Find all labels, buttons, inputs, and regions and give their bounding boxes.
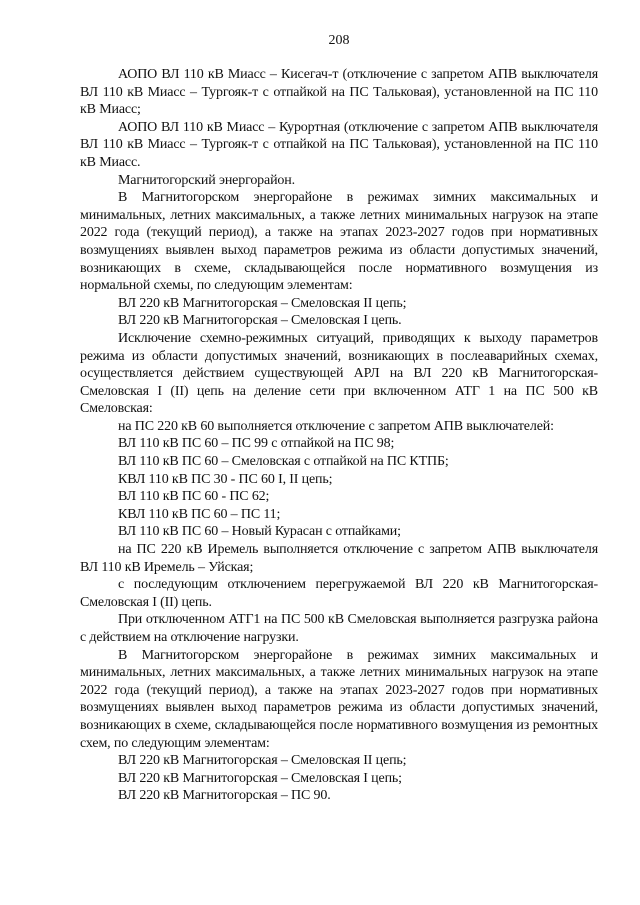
paragraph: В Магнитогорском энергорайоне в режимах зимних максимальных и минимальных, летних максимальных, а также летних минимальных нагрузок на этапе 2022 года (текущий период), а также на этапах 2023-2027 годов при нормативных возмущениях выявлен выход параметров режима из области допустимых значений, возникающих в схеме, складывающейся после нормативного возмущения из нормальной схемы, по следующим элементам: bbox=[80, 190, 598, 294]
paragraph: ВЛ 220 кВ Магнитогорская – Смеловская II цепь; bbox=[118, 753, 407, 769]
paragraph: КВЛ 110 кВ ПС 60 – ПС 11; bbox=[118, 506, 281, 522]
document-body bbox=[80, 66, 598, 805]
paragraph: При отключенном АТГ1 на ПС 500 кВ Смеловская выполняется разгрузка района с действием на отключение нагрузки. bbox=[80, 612, 598, 645]
page-number: 208 bbox=[328, 33, 350, 48]
document-page bbox=[80, 32, 598, 805]
paragraph: ВЛ 110 кВ ПС 60 – Новый Курасан с отпайками; bbox=[118, 524, 401, 540]
paragraph: АОПО ВЛ 110 кВ Миасс – Курортная (отключение с запретом АПВ выключателя ВЛ 110 кВ Миасс – Тургояк-т с отпайкой на ПС Тальковая), установленной на ПС 110 кВ Миасс. bbox=[80, 119, 598, 170]
paragraph: на ПС 220 кВ Иремель выполняется отключение с запретом АПВ выключателя ВЛ 110 кВ Иремель – Уйская; bbox=[80, 542, 598, 575]
paragraph: В Магнитогорском энергорайоне в режимах зимних максимальных и минимальных, летних максимальных, а также летних минимальных нагрузок на этапе 2022 года (текущий период), а также на этапах 2023-2027 годов при нормативных возмущениях выявлен выход параметров режима из области допустимых значений, возникающих в схеме, складывающейся после нормативного возмущения из ремонтных схем, по следующим элементам: bbox=[80, 647, 598, 751]
paragraph: ВЛ 110 кВ ПС 60 – Смеловская с отпайкой на ПС КТПБ; bbox=[118, 454, 449, 470]
paragraph: ВЛ 220 кВ Магнитогорская – ПС 90. bbox=[118, 788, 331, 804]
paragraph: ВЛ 220 кВ Магнитогорская – Смеловская I цепь; bbox=[118, 770, 402, 786]
paragraph: с последующим отключением перегружаемой ВЛ 220 кВ Магнитогорская-Смеловская I (II) цепь. bbox=[80, 577, 598, 610]
paragraph: ВЛ 220 кВ Магнитогорская – Смеловская II цепь; bbox=[118, 295, 407, 311]
paragraph: на ПС 220 кВ 60 выполняется отключение с запретом АПВ выключателей: bbox=[118, 418, 554, 434]
paragraph: КВЛ 110 кВ ПС 30 - ПС 60 I, II цепь; bbox=[118, 471, 333, 487]
paragraph: Исключение схемно-режимных ситуаций, приводящих к выходу параметров режима из области допустимых значений, возникающих в послеаварийных схемах, осуществляется действием существующей АРЛ на ВЛ 220 кВ Магнитогорская-Смеловская I (II) цепь на деление сети при включенном АТГ 1 на ПС 500 кВ Смеловская: bbox=[80, 330, 598, 417]
paragraph: АОПО ВЛ 110 кВ Миасс – Кисегач-т (отключение с запретом АПВ выключателя ВЛ 110 кВ Миасс – Тургояк-т с отпайкой на ПС Тальковая), установленной на ПС 110 кВ Миасс; bbox=[80, 67, 598, 118]
paragraph: Магнитогорский энергорайон. bbox=[118, 172, 295, 188]
paragraph: ВЛ 110 кВ ПС 60 – ПС 99 с отпайкой на ПС 98; bbox=[118, 436, 395, 452]
paragraph: ВЛ 110 кВ ПС 60 - ПС 62; bbox=[118, 489, 270, 505]
paragraph: ВЛ 220 кВ Магнитогорская – Смеловская I цепь. bbox=[118, 313, 402, 329]
